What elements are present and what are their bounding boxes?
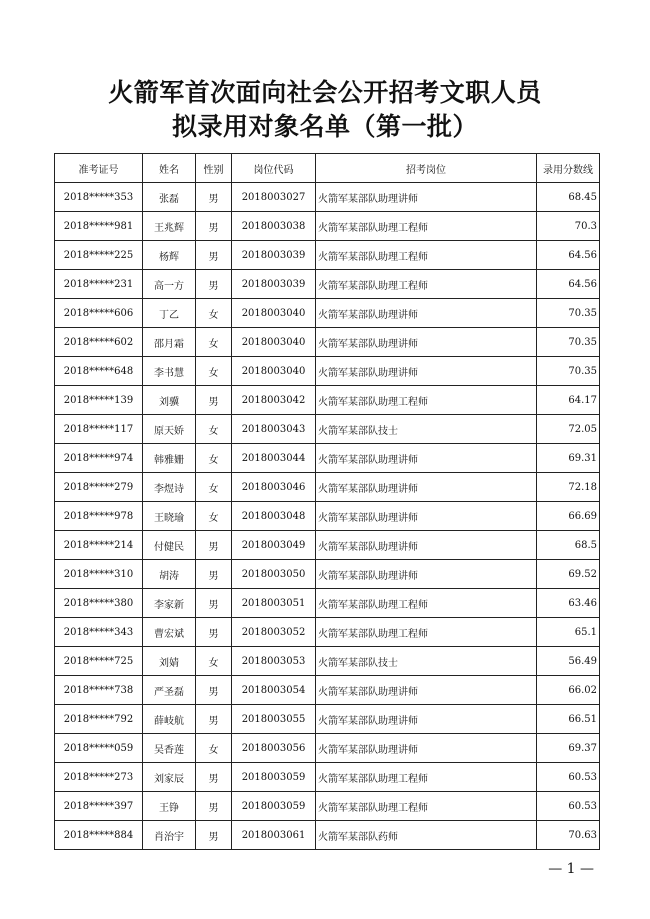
cell-post-code: 2018003050 — [232, 560, 316, 589]
table-row — [55, 705, 600, 734]
table-row — [55, 589, 600, 618]
document-subtitle: 拟录用对象名单（第一批） — [171, 112, 478, 141]
cell-sex: 女 — [196, 328, 232, 357]
cell-score: 64.56 — [537, 270, 600, 299]
table-row — [55, 241, 600, 270]
cell-score: 70.35 — [537, 357, 600, 386]
cell-exam-id: 2018*****139 — [55, 386, 143, 415]
cell-exam-id: 2018*****978 — [55, 502, 143, 531]
cell-exam-id: 2018*****380 — [55, 589, 143, 618]
cell-sex: 女 — [196, 415, 232, 444]
cell-post-code: 2018003042 — [232, 386, 316, 415]
table-row — [55, 531, 600, 560]
cell-exam-id: 2018*****353 — [55, 183, 143, 212]
cell-exam-id: 2018*****974 — [55, 444, 143, 473]
table-row — [55, 299, 600, 328]
cell-post-code: 2018003040 — [232, 357, 316, 386]
cell-exam-id: 2018*****225 — [55, 241, 143, 270]
cell-name: 曹宏斌 — [143, 618, 196, 647]
cell-exam-id: 2018*****117 — [55, 415, 143, 444]
cell-post-code: 2018003056 — [232, 734, 316, 763]
table-row — [55, 270, 600, 299]
cell-exam-id: 2018*****981 — [55, 212, 143, 241]
cell-sex: 女 — [196, 473, 232, 502]
cell-name: 薛岐航 — [143, 705, 196, 734]
cell-score: 70.35 — [537, 328, 600, 357]
cell-name: 王晓瑜 — [143, 502, 196, 531]
cell-sex: 男 — [196, 792, 232, 821]
cell-post-code: 2018003039 — [232, 270, 316, 299]
cell-name: 肖治宇 — [143, 821, 196, 850]
cell-exam-id: 2018*****725 — [55, 647, 143, 676]
cell-post-code: 2018003046 — [232, 473, 316, 502]
cell-name: 韩雅姗 — [143, 444, 196, 473]
cell-name: 吴香莲 — [143, 734, 196, 763]
table-row — [55, 792, 600, 821]
cell-score: 66.51 — [537, 705, 600, 734]
cell-post: 火箭军某部队助理讲师 — [316, 734, 537, 763]
cell-score: 70.63 — [537, 821, 600, 850]
cell-score: 70.35 — [537, 299, 600, 328]
cell-post-code: 2018003044 — [232, 444, 316, 473]
cell-post: 火箭军某部队助理讲师 — [316, 357, 537, 386]
cell-score: 69.31 — [537, 444, 600, 473]
cell-post-code: 2018003049 — [232, 531, 316, 560]
cell-exam-id: 2018*****648 — [55, 357, 143, 386]
header-name: 姓名 — [143, 154, 196, 183]
cell-post-code: 2018003039 — [232, 241, 316, 270]
cell-exam-id: 2018*****310 — [55, 560, 143, 589]
table-row — [55, 415, 600, 444]
cell-score: 60.53 — [537, 792, 600, 821]
cell-score: 56.49 — [537, 647, 600, 676]
cell-post: 火箭军某部队助理讲师 — [316, 676, 537, 705]
cell-post: 火箭军某部队助理讲师 — [316, 560, 537, 589]
cell-name: 李书慧 — [143, 357, 196, 386]
cell-score: 72.18 — [537, 473, 600, 502]
cell-name: 刘婧 — [143, 647, 196, 676]
cell-post-code: 2018003054 — [232, 676, 316, 705]
cell-exam-id: 2018*****606 — [55, 299, 143, 328]
table-row — [55, 647, 600, 676]
cell-sex: 男 — [196, 705, 232, 734]
header-post-code: 岗位代码 — [232, 154, 316, 183]
header-sex: 性别 — [196, 154, 232, 183]
cell-score: 64.56 — [537, 241, 600, 270]
table-row — [55, 763, 600, 792]
cell-name: 胡涛 — [143, 560, 196, 589]
cell-post-code: 2018003040 — [232, 299, 316, 328]
cell-name: 杨辉 — [143, 241, 196, 270]
cell-sex: 男 — [196, 763, 232, 792]
cell-post: 火箭军某部队药师 — [316, 821, 537, 850]
document-title: 火箭军首次面向社会公开招考文职人员 — [108, 78, 542, 107]
cell-post-code: 2018003059 — [232, 763, 316, 792]
roster-table — [54, 153, 600, 850]
cell-post: 火箭军某部队助理工程师 — [316, 270, 537, 299]
cell-score: 63.46 — [537, 589, 600, 618]
table-row — [55, 328, 600, 357]
cell-post-code: 2018003048 — [232, 502, 316, 531]
cell-score: 72.05 — [537, 415, 600, 444]
cell-sex: 女 — [196, 444, 232, 473]
cell-post: 火箭军某部队助理工程师 — [316, 212, 537, 241]
table-row — [55, 676, 600, 705]
cell-post: 火箭军某部队助理工程师 — [316, 241, 537, 270]
cell-post: 火箭军某部队技士 — [316, 415, 537, 444]
cell-sex: 男 — [196, 241, 232, 270]
cell-name: 丁乙 — [143, 299, 196, 328]
cell-score: 68.5 — [537, 531, 600, 560]
cell-score: 66.69 — [537, 502, 600, 531]
cell-exam-id: 2018*****273 — [55, 763, 143, 792]
cell-name: 李家新 — [143, 589, 196, 618]
table-row — [55, 444, 600, 473]
cell-name: 原天娇 — [143, 415, 196, 444]
cell-post: 火箭军某部队助理讲师 — [316, 531, 537, 560]
cell-exam-id: 2018*****279 — [55, 473, 143, 502]
cell-score: 69.37 — [537, 734, 600, 763]
cell-name: 张磊 — [143, 183, 196, 212]
table-header — [55, 154, 600, 183]
table-row — [55, 212, 600, 241]
header-row — [55, 154, 600, 183]
table-row — [55, 734, 600, 763]
cell-name: 刘家辰 — [143, 763, 196, 792]
table-row — [55, 821, 600, 850]
cell-sex: 男 — [196, 676, 232, 705]
cell-exam-id: 2018*****792 — [55, 705, 143, 734]
cell-sex: 男 — [196, 386, 232, 415]
cell-exam-id: 2018*****231 — [55, 270, 143, 299]
cell-post: 火箭军某部队助理讲师 — [316, 299, 537, 328]
cell-sex: 男 — [196, 270, 232, 299]
table-body — [55, 183, 600, 850]
cell-score: 65.1 — [537, 618, 600, 647]
cell-post: 火箭军某部队助理讲师 — [316, 444, 537, 473]
table-row — [55, 183, 600, 212]
cell-post: 火箭军某部队助理工程师 — [316, 763, 537, 792]
page-number: — 1 — — [548, 861, 594, 877]
cell-post: 火箭军某部队助理讲师 — [316, 328, 537, 357]
cell-post: 火箭军某部队助理讲师 — [316, 705, 537, 734]
table-row — [55, 386, 600, 415]
cell-sex: 女 — [196, 357, 232, 386]
cell-post: 火箭军某部队助理工程师 — [316, 618, 537, 647]
cell-post: 火箭军某部队助理工程师 — [316, 589, 537, 618]
cell-post: 火箭军某部队技士 — [316, 647, 537, 676]
header-score: 录用分数线 — [537, 154, 600, 183]
cell-sex: 女 — [196, 299, 232, 328]
cell-sex: 男 — [196, 212, 232, 241]
cell-name: 王铮 — [143, 792, 196, 821]
cell-post-code: 2018003055 — [232, 705, 316, 734]
cell-name: 邵月霜 — [143, 328, 196, 357]
cell-sex: 男 — [196, 589, 232, 618]
cell-post-code: 2018003038 — [232, 212, 316, 241]
table-row — [55, 502, 600, 531]
cell-exam-id: 2018*****059 — [55, 734, 143, 763]
cell-exam-id: 2018*****214 — [55, 531, 143, 560]
cell-post: 火箭军某部队助理工程师 — [316, 386, 537, 415]
cell-post-code: 2018003061 — [232, 821, 316, 850]
cell-post: 火箭军某部队助理讲师 — [316, 473, 537, 502]
cell-post-code: 2018003059 — [232, 792, 316, 821]
table-row — [55, 473, 600, 502]
cell-post-code: 2018003027 — [232, 183, 316, 212]
cell-name: 王兆辉 — [143, 212, 196, 241]
cell-exam-id: 2018*****397 — [55, 792, 143, 821]
cell-score: 69.52 — [537, 560, 600, 589]
cell-exam-id: 2018*****738 — [55, 676, 143, 705]
cell-post: 火箭军某部队助理讲师 — [316, 502, 537, 531]
cell-name: 李煜诗 — [143, 473, 196, 502]
cell-sex: 男 — [196, 618, 232, 647]
cell-post-code: 2018003043 — [232, 415, 316, 444]
cell-exam-id: 2018*****884 — [55, 821, 143, 850]
cell-sex: 女 — [196, 647, 232, 676]
cell-name: 刘骥 — [143, 386, 196, 415]
cell-post: 火箭军某部队助理工程师 — [316, 792, 537, 821]
header-post: 招考岗位 — [316, 154, 537, 183]
cell-post-code: 2018003053 — [232, 647, 316, 676]
cell-post-code: 2018003040 — [232, 328, 316, 357]
cell-sex: 男 — [196, 560, 232, 589]
cell-score: 68.45 — [537, 183, 600, 212]
cell-sex: 男 — [196, 183, 232, 212]
cell-score: 70.3 — [537, 212, 600, 241]
cell-score: 60.53 — [537, 763, 600, 792]
table-row — [55, 560, 600, 589]
header-exam-id: 准考证号 — [55, 154, 143, 183]
cell-sex: 男 — [196, 531, 232, 560]
cell-exam-id: 2018*****343 — [55, 618, 143, 647]
cell-name: 高一方 — [143, 270, 196, 299]
table-row — [55, 357, 600, 386]
cell-sex: 女 — [196, 734, 232, 763]
cell-name: 严圣磊 — [143, 676, 196, 705]
cell-exam-id: 2018*****602 — [55, 328, 143, 357]
cell-post-code: 2018003052 — [232, 618, 316, 647]
cell-post-code: 2018003051 — [232, 589, 316, 618]
cell-score: 66.02 — [537, 676, 600, 705]
table-row — [55, 618, 600, 647]
cell-score: 64.17 — [537, 386, 600, 415]
cell-name: 付健民 — [143, 531, 196, 560]
cell-post: 火箭军某部队助理讲师 — [316, 183, 537, 212]
cell-sex: 女 — [196, 502, 232, 531]
cell-sex: 男 — [196, 821, 232, 850]
